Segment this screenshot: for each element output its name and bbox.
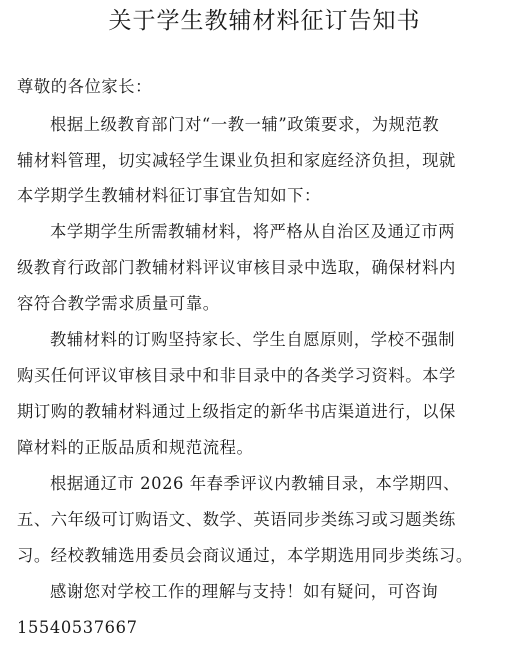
paragraph-line: 容符合教学需求质量可靠。 bbox=[17, 294, 220, 313]
paragraph-line: 本学期学生教辅材料征订事宜告知如下： bbox=[17, 186, 321, 205]
paragraph-line: 级教育行政部门教辅材料评议审核目录中选取，确保材料内 bbox=[17, 258, 456, 277]
paragraph-line: 辅材料管理，切实减轻学生课业负担和家庭经济负担，现就 bbox=[17, 151, 456, 170]
paragraph-line: 购买任何评议审核目录中和非目录中的各类学习资料。本学 bbox=[17, 366, 456, 385]
salutation: 尊敬的各位家长： bbox=[17, 77, 153, 96]
paragraph-line: 感谢您对学校工作的理解与支持！如有疑问，可咨询 bbox=[50, 582, 439, 601]
paragraph-line: 期订购的教辅材料通过上级指定的新华书店渠道进行，以保 bbox=[17, 402, 456, 421]
document-title: 关于学生教辅材料征订告知书 bbox=[108, 8, 421, 34]
contact-phone: 15540537667 bbox=[17, 618, 138, 637]
paragraph-line: 根据通辽市 2026 年春季评议内教辅目录，本学期四、 bbox=[50, 474, 460, 493]
paragraph-line: 本学期学生所需教辅材料，将严格从自治区及通辽市两 bbox=[50, 222, 456, 241]
paragraph-line: 教辅材料的订购坚持家长、学生自愿原则，学校不强制 bbox=[50, 330, 456, 349]
paragraph-line: 五、六年级可订购语文、数学、英语同步类练习或习题类练 bbox=[17, 510, 456, 529]
paragraph-line: 根据上级教育部门对“一教一辅”政策要求，为规范教 bbox=[50, 115, 440, 134]
paragraph-line: 习。经校教辅选用委员会商议通过，本学期选用同步类练习。 bbox=[17, 546, 473, 565]
paragraph-line: 障材料的正版品质和规范流程。 bbox=[17, 438, 254, 457]
